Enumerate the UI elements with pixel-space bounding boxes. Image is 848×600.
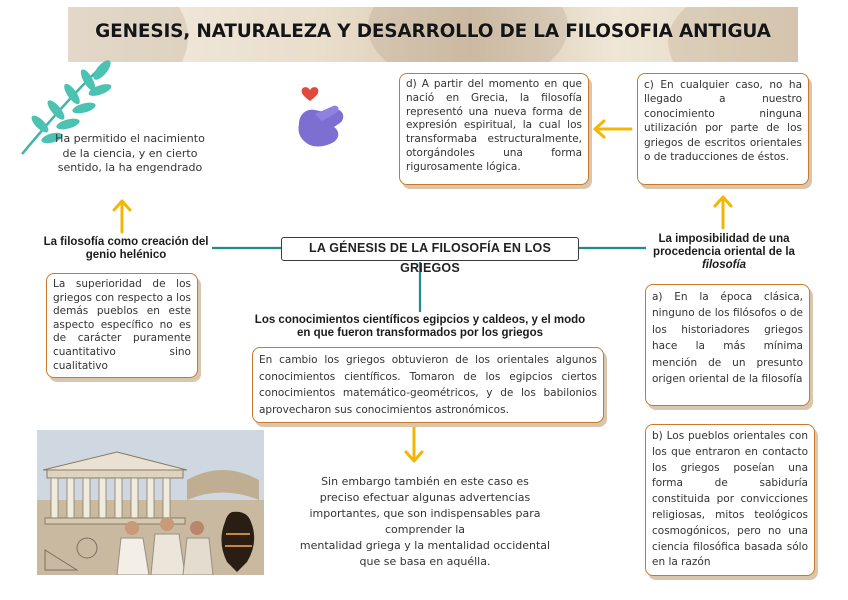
bottom-label: Los conocimientos científicos egipcios y caldeos, y el modo en que fueron transformados por los griegos [254, 314, 586, 339]
bottom-text-line: comprender la [384, 523, 466, 536]
central-node: LA GÉNESIS DE LA FILOSOFÍA EN LOS GRIEGOS [281, 237, 579, 261]
right-label-line: La imposibilidad de una [658, 233, 790, 245]
bottom-text-line: importantes, que son indispensables para [309, 507, 541, 520]
arrow-up-right [715, 197, 731, 228]
bottom-text [290, 474, 560, 570]
left-label: La filosofía como creación del genio helénico [43, 236, 209, 261]
page-title: GENESIS, NATURALEZA Y DESARROLLO DE LA FILOSOFIA ANTIGUA [95, 21, 771, 42]
arrow-left-top [595, 121, 631, 137]
right-label-line: procedencia oriental de la [653, 246, 795, 258]
bottom-text-line: preciso efectuar algunas advertencias [319, 491, 531, 504]
left-top-text: Ha permitido el nacimiento de la ciencia, y en cierto sentido, la ha engendrado [55, 132, 205, 174]
bottom-text-line: Sin embargo también en este caso es [321, 475, 529, 488]
left-card: La superioridad de los griegos con respecto a los demás pueblos en este aspecto específico no es de carácter puramente cuantitativo sino cualitativo [46, 273, 198, 378]
card-a: a) En la época clásica, ninguno de los filósofos o de los historiadores griegos hace la más mínima mención de un presunto origen oriental de la filosofía [645, 284, 810, 406]
greek-illustration [37, 430, 264, 575]
card-d: d) A partir del momento en que nació en Grecia, la filosofía representó una nueva forma de expresión espiritual, la cual los transformaba estructuralmente, otorgándoles una forma rigurosamente lógica. [399, 73, 589, 185]
right-label [636, 233, 812, 272]
right-label-line: filosofía [701, 259, 747, 271]
bottom-text-line: que se basa en aquélla. [359, 555, 491, 568]
card-c: c) En cualquier caso, no ha llegado a nuestro conocimiento ninguna utilización por parte de los griegos de escritos orientales o de traducciones de éstos. [637, 73, 809, 185]
finger-heart-icon [285, 84, 355, 164]
arrow-up-left [114, 201, 130, 232]
card-b: b) Los pueblos orientales con los que entraron en contacto los griegos poseían una forma de sabiduría constituida por convicciones religiosas, mitos teológicos cosmogónicos, pero no una ciencia filosófica basada sólo en la razón [645, 424, 815, 576]
arrow-down-bottom [406, 427, 422, 461]
bottom-card: En cambio los griegos obtuvieron de los orientales algunos conocimientos científicos. Tomaron de los egipcios ciertos conocimientos matemático-geométricos, y de los babilonios aprovecharon sus conocimientos astronómicos. [252, 347, 604, 423]
bottom-text-line: mentalidad griega y la mentalidad occidental [299, 539, 551, 552]
greek-scene-image [37, 430, 264, 575]
